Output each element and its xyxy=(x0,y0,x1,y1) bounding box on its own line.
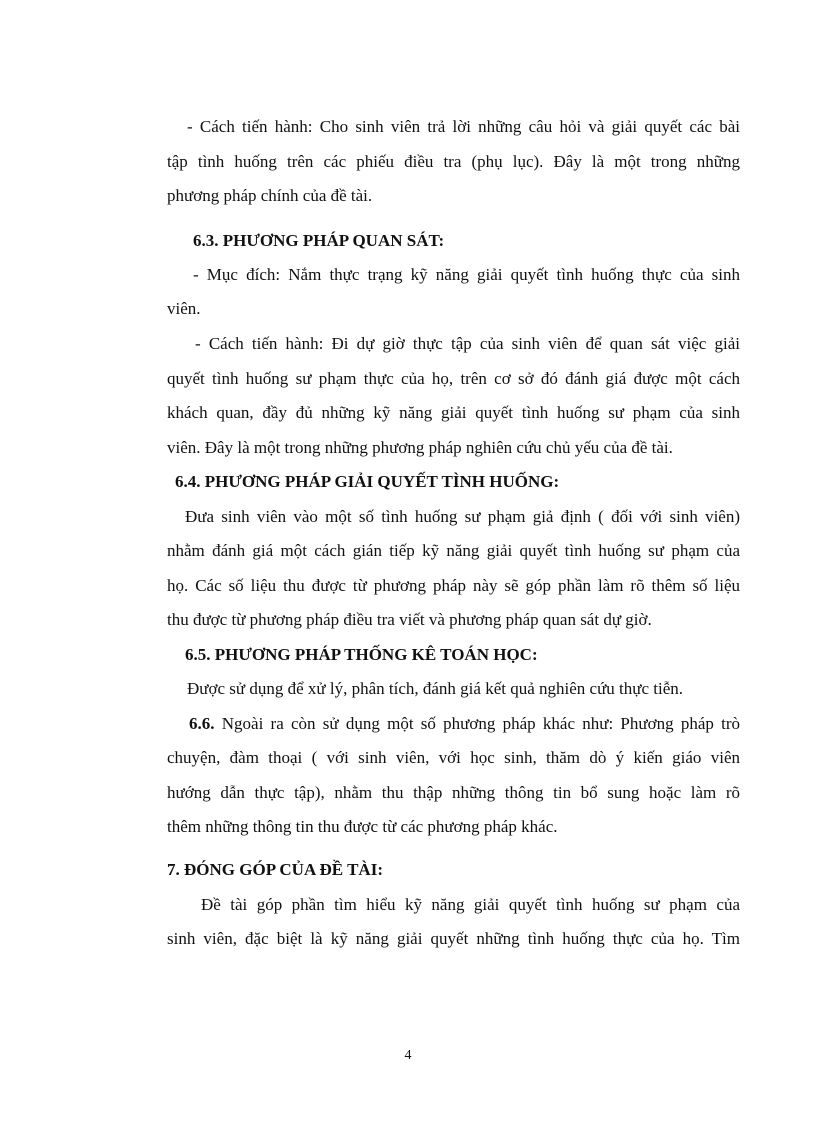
text-line: viên. xyxy=(167,299,201,318)
text-line: chuyện, đàm thoại ( với sinh viên, với học sinh, thăm dò ý kiến giáo viên xyxy=(167,748,740,767)
text-line: phương pháp chính của đề tài. xyxy=(167,186,373,205)
section-heading-6-3: 6.3. PHƯƠNG PHÁP QUAN SÁT: xyxy=(193,231,445,250)
section-heading-7: 7. ĐÓNG GÓP CỦA ĐỀ TÀI: xyxy=(167,860,383,879)
section-heading-6-5: 6.5. PHƯƠNG PHÁP THỐNG KÊ TOÁN HỌC: xyxy=(185,645,538,664)
section-number-6-6: 6.6. xyxy=(189,714,215,733)
text-span: Ngoài ra còn sử dụng một số phương pháp khác như: Phương pháp trò xyxy=(221,714,740,733)
text-line: - Cách tiến hành: Đi dự giờ thực tập của sinh viên để quan sát việc giải xyxy=(195,334,740,353)
text-line: quyết tình huống sư phạm thực của họ, trên cơ sở đó đánh giá được một cách xyxy=(167,369,740,388)
text-line: Đề tài góp phần tìm hiểu kỹ năng giải quyết tình huống sư phạm của xyxy=(201,895,740,914)
text-line: Được sử dụng để xử lý, phân tích, đánh giá kết quả nghiên cứu thực tiễn. xyxy=(187,679,684,698)
text-line: viên. Đây là một trong những phương pháp nghiên cứu chủ yếu của đề tài. xyxy=(167,438,673,457)
text-line: khách quan, đầy đủ những kỹ năng giải quyết tình huống sư phạm của sinh xyxy=(167,403,740,422)
page-number: 4 xyxy=(404,1048,412,1063)
text-line: sinh viên, đặc biệt là kỹ năng giải quyết những tình huống thực của họ. Tìm xyxy=(167,929,740,948)
text-line: - Mục đích: Nắm thực trạng kỹ năng giải quyết tình huống thực của sinh xyxy=(193,265,740,284)
section-heading-6-4: 6.4. PHƯƠNG PHÁP GIẢI QUYẾT TÌNH HUỐNG: xyxy=(175,472,560,491)
text-line: thu được từ phương pháp điều tra viết và phương pháp quan sát dự giờ. xyxy=(167,610,652,629)
text-line: thêm những thông tin thu được từ các phương pháp khác. xyxy=(167,817,558,836)
text-line: họ. Các số liệu thu được từ phương pháp này sẽ góp phần làm rõ thêm số liệu xyxy=(167,576,740,595)
text-line: hướng dẫn thực tập), nhằm thu thập những thông tin bổ sung hoặc làm rõ xyxy=(167,783,740,802)
text-line: nhằm đánh giá một cách gián tiếp kỹ năng giải quyết tình huống sư phạm của xyxy=(167,541,740,560)
text-line xyxy=(189,713,740,735)
text-line: Đưa sinh viên vào một số tình huống sư phạm giả định ( đối với sinh viên) xyxy=(185,507,740,526)
text-line: - Cách tiến hành: Cho sinh viên trả lời những câu hỏi và giải quyết các bài xyxy=(187,117,740,136)
text-line: tập tình huống trên các phiếu điều tra (phụ lục). Đây là một trong những xyxy=(167,152,740,171)
